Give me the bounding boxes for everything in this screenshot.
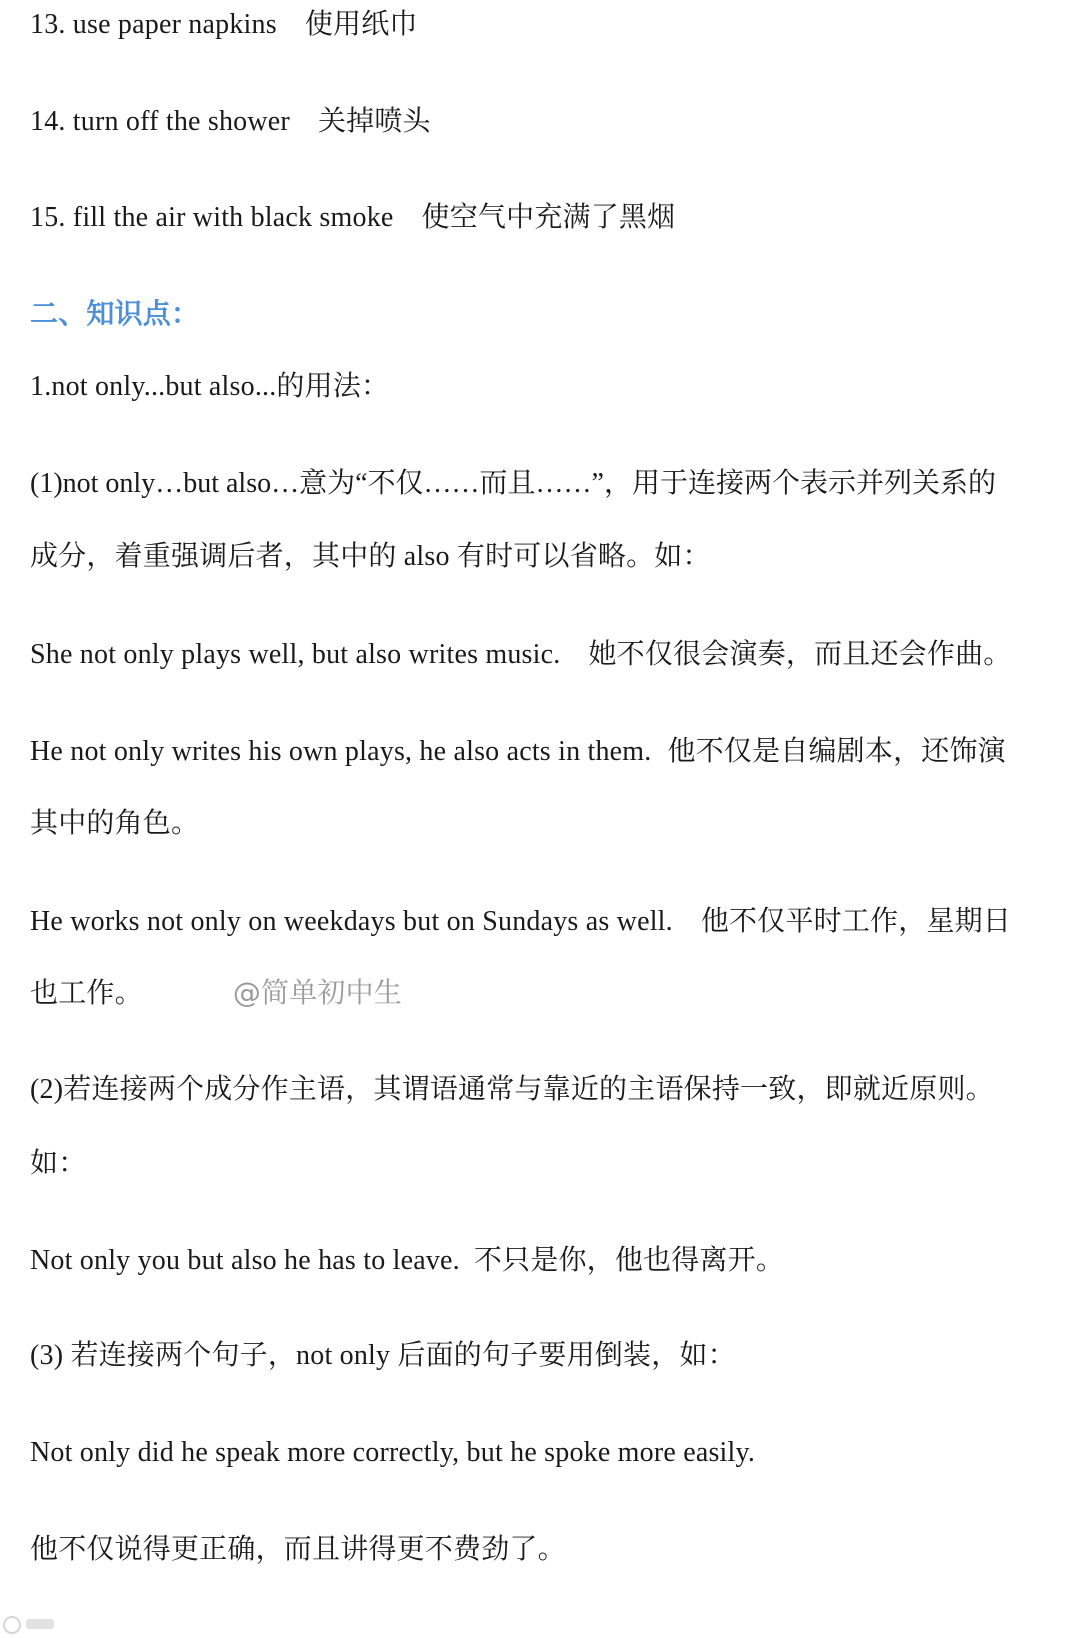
example-en: She not only plays well, but also writes music. — [30, 639, 561, 670]
example-3-cont — [30, 973, 402, 1014]
p1-rule-line2: 成分，着重强调后者，其中的 also 有时可以省略。如： — [30, 541, 711, 572]
p1-rule-line1: (1)not only…but also…意为“不仅……而且……”，用于连接两个表示并列关系的 — [30, 468, 996, 499]
p2-rule-line1: (2)若连接两个成分作主语，其谓语通常与靠近的主语保持一致，即就近原则。 — [30, 1074, 994, 1105]
vocab-item-15 — [30, 197, 675, 238]
example-cn: 也工作。 — [30, 976, 143, 1009]
example-en: He not only writes his own plays, he also acts in them. — [30, 736, 652, 767]
vocab-item-14 — [30, 101, 431, 142]
section-heading: 二、知识点： — [30, 297, 200, 330]
example-5-cn: 他不仅说得更正确，而且讲得更不费劲了。 — [30, 1532, 566, 1565]
p2-rule-line2: 如： — [30, 1146, 87, 1179]
vocab-cn: 使用纸巾 — [304, 7, 418, 40]
example-en: He works not only on weekdays but on Sundays as well. — [30, 906, 673, 937]
vocab-item-13 — [30, 4, 418, 45]
example-5-en: Not only did he speak more correctly, but he spoke more easily. — [30, 1437, 756, 1468]
example-1 — [30, 634, 1011, 675]
example-2 — [30, 731, 1006, 772]
watermark-text: @简单初中生 — [232, 976, 403, 1009]
point1-title: 1.not only...but also...的用法： — [30, 371, 390, 402]
p3-rule: (3) 若连接两个句子，not only 后面的句子要用倒装，如： — [30, 1340, 736, 1371]
example-3 — [30, 901, 1011, 942]
example-cn: 他不仅平时工作，星期日 — [700, 904, 1012, 937]
example-cn: 她不仅很会演奏，而且还会作曲。 — [588, 637, 1012, 670]
vocab-en: 13. use paper napkins — [30, 9, 277, 40]
example-2-cont: 其中的角色。 — [30, 806, 200, 839]
vocab-en: 14. turn off the shower — [30, 106, 290, 137]
example-en: Not only you but also he has to leave. — [30, 1245, 460, 1276]
example-cn: 不只是你，他也得离开。 — [473, 1243, 785, 1276]
example-4 — [30, 1240, 784, 1281]
vocab-cn: 使空气中充满了黑烟 — [421, 200, 676, 233]
example-cn: 他不仅是自编剧本，还饰演 — [667, 734, 1006, 767]
vocab-en: 15. fill the air with black smoke — [30, 202, 394, 233]
vocab-cn: 关掉喷头 — [317, 104, 431, 137]
watermark-logo-icon — [0, 1605, 60, 1638]
